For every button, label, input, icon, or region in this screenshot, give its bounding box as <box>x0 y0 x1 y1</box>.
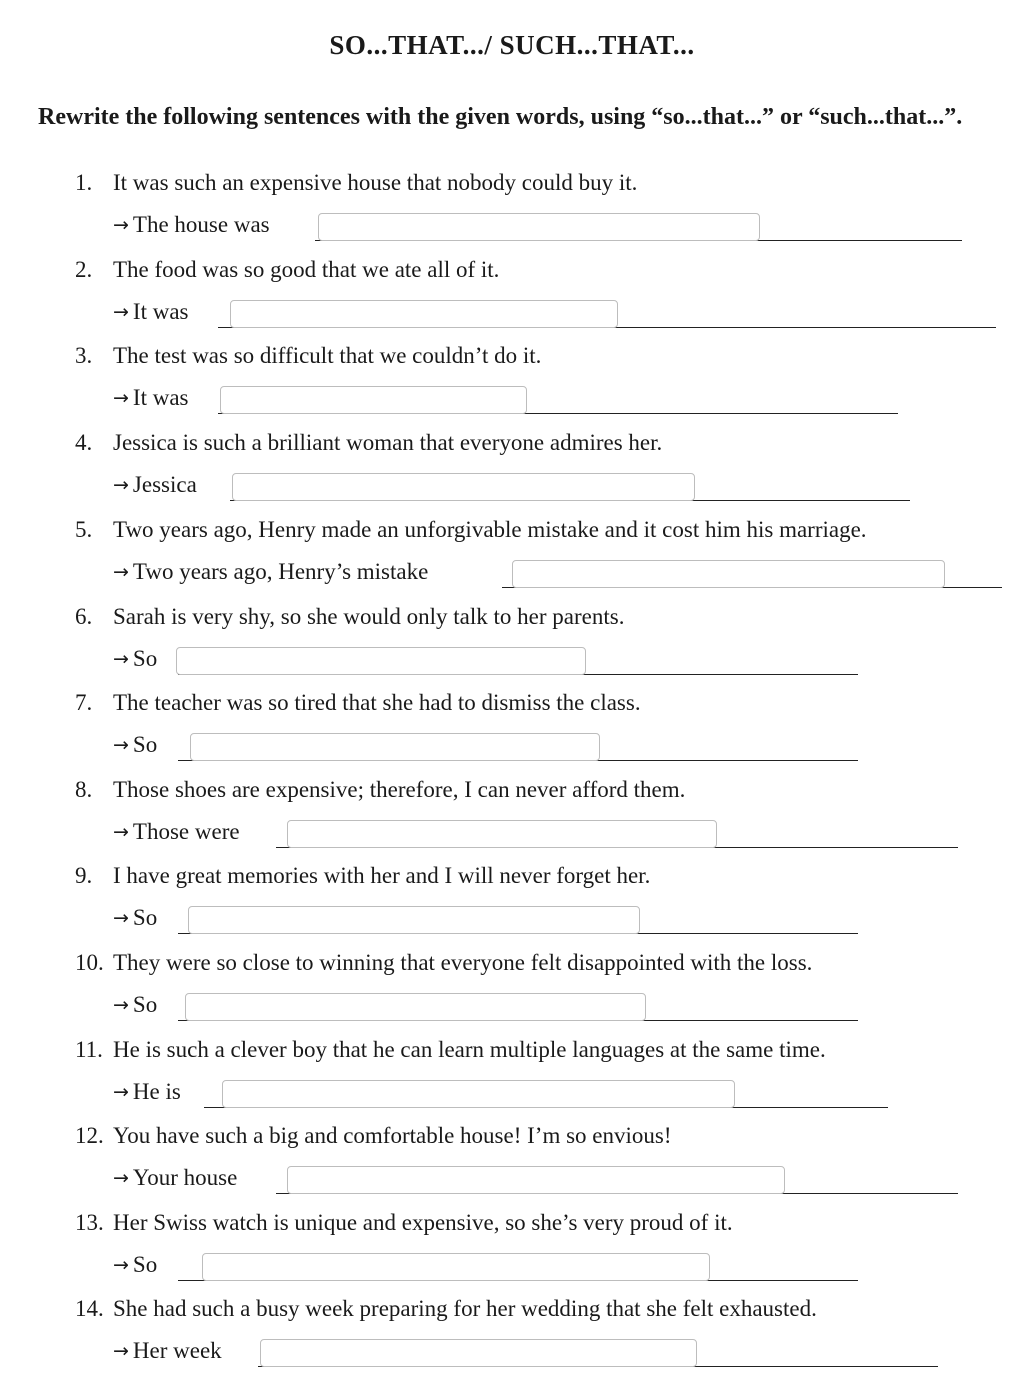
exercise-item <box>0 343 1024 429</box>
item-sentence: He is such a clever boy that he can learn multiple languages at the same time. <box>113 1037 826 1062</box>
answer-input[interactable] <box>222 1080 735 1108</box>
answer-prompt: So <box>132 905 158 930</box>
arrow-icon: → <box>113 214 129 236</box>
arrow-icon: → <box>113 561 129 583</box>
item-number: 11. <box>75 1037 103 1062</box>
exercise-item <box>0 777 1024 863</box>
answer-row <box>113 385 189 419</box>
exercise-item <box>0 950 1024 1036</box>
answer-row <box>113 1165 237 1199</box>
answer-row <box>113 819 240 853</box>
answer-input[interactable] <box>232 473 695 501</box>
answer-prompt: So <box>132 992 158 1017</box>
answer-prompt: Her week <box>132 1338 222 1363</box>
item-sentence: You have such a big and comfortable house! I’m so envious! <box>113 1123 672 1148</box>
item-number: 14. <box>75 1296 104 1321</box>
exercise-item <box>0 1296 1024 1382</box>
item-sentence: Her Swiss watch is unique and expensive, so she’s very proud of it. <box>113 1210 733 1235</box>
answer-row <box>113 1338 222 1372</box>
item-number: 1. <box>75 170 93 195</box>
answer-input[interactable] <box>188 906 640 934</box>
answer-input[interactable] <box>202 1253 710 1281</box>
item-sentence: Two years ago, Henry made an unforgivable mistake and it cost him his marriage. <box>113 517 867 542</box>
answer-row <box>113 1079 181 1113</box>
answer-input[interactable] <box>220 386 527 414</box>
answer-prompt: Your house <box>132 1165 238 1190</box>
item-sentence: I have great memories with her and I will never forget her. <box>113 863 651 888</box>
arrow-icon: → <box>113 1167 129 1189</box>
exercise-item <box>0 257 1024 343</box>
arrow-icon: → <box>113 734 129 756</box>
answer-input[interactable] <box>260 1339 697 1367</box>
item-number: 6. <box>75 604 93 629</box>
answer-prompt: He is <box>132 1079 181 1104</box>
item-sentence: The teacher was so tired that she had to dismiss the class. <box>113 690 641 715</box>
item-sentence: The food was so good that we ate all of it. <box>113 257 500 282</box>
answer-prompt: Jessica <box>132 472 197 497</box>
answer-prompt: So <box>132 732 158 757</box>
answer-prompt: It was <box>132 385 189 410</box>
answer-prompt: It was <box>132 299 189 324</box>
item-number: 12. <box>75 1123 104 1148</box>
answer-prompt: The house was <box>132 212 270 237</box>
arrow-icon: → <box>113 387 129 409</box>
item-sentence: The test was so difficult that we couldn’t do it. <box>113 343 542 368</box>
answer-input[interactable] <box>230 300 618 328</box>
item-number: 2. <box>75 257 93 282</box>
answer-row <box>113 299 189 333</box>
answer-row <box>113 559 428 593</box>
answer-input[interactable] <box>287 1166 785 1194</box>
arrow-icon: → <box>113 994 129 1016</box>
answer-input[interactable] <box>318 213 760 241</box>
answer-prompt: Those were <box>132 819 240 844</box>
arrow-icon: → <box>113 1340 129 1362</box>
item-number: 9. <box>75 863 93 888</box>
item-number: 5. <box>75 517 93 542</box>
answer-row <box>113 212 270 246</box>
answer-row <box>113 1252 157 1286</box>
answer-row <box>113 992 157 1026</box>
item-number: 3. <box>75 343 93 368</box>
answer-input[interactable] <box>176 647 586 675</box>
exercise-item <box>0 1123 1024 1209</box>
answer-input[interactable] <box>190 733 600 761</box>
item-number: 4. <box>75 430 93 455</box>
answer-input[interactable] <box>512 560 945 588</box>
exercise-item <box>0 1210 1024 1296</box>
item-sentence: They were so close to winning that everyone felt disappointed with the loss. <box>113 950 813 975</box>
answer-input[interactable] <box>287 820 717 848</box>
item-number: 8. <box>75 777 93 802</box>
item-sentence: Jessica is such a brilliant woman that everyone admires her. <box>113 430 663 455</box>
arrow-icon: → <box>113 1254 129 1276</box>
item-sentence: Sarah is very shy, so she would only talk to her parents. <box>113 604 625 629</box>
answer-row <box>113 732 157 766</box>
answer-row <box>113 472 197 506</box>
answer-input[interactable] <box>185 993 646 1021</box>
answer-prompt: So <box>132 1252 158 1277</box>
item-sentence: She had such a busy week preparing for her wedding that she felt exhausted. <box>113 1296 817 1321</box>
answer-row <box>113 905 157 939</box>
arrow-icon: → <box>113 648 129 670</box>
arrow-icon: → <box>113 474 129 496</box>
arrow-icon: → <box>113 907 129 929</box>
exercise-item <box>0 690 1024 776</box>
exercise-item <box>0 430 1024 516</box>
exercise-item <box>0 863 1024 949</box>
answer-prompt: So <box>132 646 158 671</box>
item-number: 7. <box>75 690 93 715</box>
exercise-item <box>0 170 1024 256</box>
exercise-item <box>0 517 1024 603</box>
item-number: 13. <box>75 1210 104 1235</box>
item-sentence: Those shoes are expensive; therefore, I can never afford them. <box>113 777 686 802</box>
item-number: 10. <box>75 950 104 975</box>
arrow-icon: → <box>113 301 129 323</box>
exercise-item <box>0 604 1024 690</box>
exercise-item <box>0 1037 1024 1123</box>
answer-prompt: Two years ago, Henry’s mistake <box>132 559 429 584</box>
instructions: Rewrite the following sentences with the given words, using “so...that...” or “such...that...”. <box>38 104 963 130</box>
arrow-icon: → <box>113 821 129 843</box>
arrow-icon: → <box>113 1081 129 1103</box>
page-title: SO...THAT.../ SUCH...THAT... <box>329 30 695 60</box>
answer-row <box>113 646 157 680</box>
item-sentence: It was such an expensive house that nobody could buy it. <box>113 170 638 195</box>
